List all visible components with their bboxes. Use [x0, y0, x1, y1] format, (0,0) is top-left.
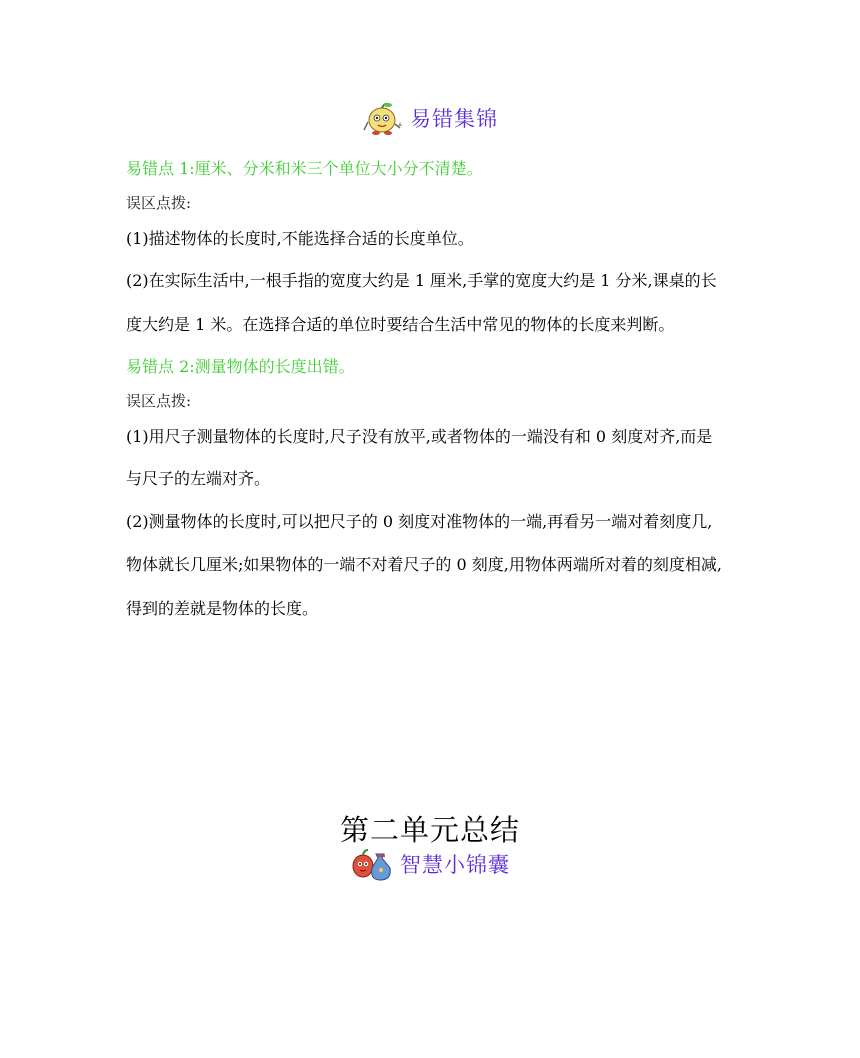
tip-label-1: 误区点拨: [126, 194, 192, 212]
point2-item-1-line1: (1)用尺子测量物体的长度时,尺子没有放平,或者物体的一端没有和 0 刻度对齐,而是 [126, 427, 713, 446]
point2-item-2-line1: (2)测量物体的长度时,可以把尺子的 0 刻度对准物体的一端,再看另一端对着刻度几, [126, 512, 713, 531]
point2-item-2-line2: 物体就长几厘米;如果物体的一端不对着尺子的 0 刻度,用物体两端所对着的刻度相减, [126, 555, 722, 574]
point1-item-2-line1: (2)在实际生活中,一根手指的宽度大约是 1 厘米,手掌的宽度大约是 1 分米,课桌的长 [126, 271, 717, 290]
unit-summary-title: 第二单元总结 [339, 813, 520, 847]
apple-mascot-icon [362, 100, 402, 136]
section-title-mistakes: 易错集锦 [410, 107, 498, 131]
section-header-mistakes [0, 100, 860, 136]
point2-item-2-line3: 得到的差就是物体的长度。 [126, 599, 319, 618]
tip-label-2: 误区点拨: [126, 392, 192, 410]
apple-with-bag-icon [350, 846, 392, 882]
mistake-point-2-heading: 易错点 2:测量物体的长度出错。 [126, 357, 355, 376]
point2-item-1-line2: 与尺子的左端对齐。 [126, 469, 271, 488]
point1-item-1: (1)描述物体的长度时,不能选择合适的长度单位。 [126, 229, 474, 248]
mistake-point-1-heading: 易错点 1:厘米、分米和米三个单位大小分不清楚。 [126, 159, 483, 178]
section-title-tips: 智慧小锦囊 [400, 853, 510, 877]
section-header-tips [0, 846, 860, 882]
point1-item-2-line2: 度大约是 1 米。在选择合适的单位时要结合生活中常见的物体的长度来判断。 [126, 315, 675, 334]
